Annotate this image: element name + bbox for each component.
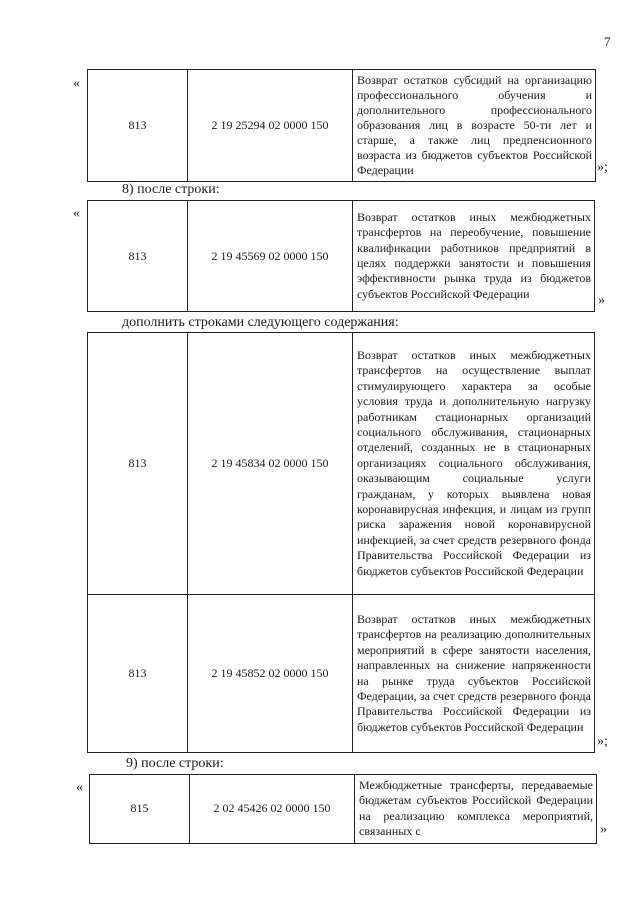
table-row [88, 595, 595, 753]
description-cell: Возврат остатков субсидий на организацию профессионального обучения и дополнительного профессионального образования лиц в возрасте 50-ти лет и старше, а также лиц предпенсионного возраста из бюджетов субъектов Российской Федерации [353, 70, 596, 182]
close-quote: »; [597, 160, 608, 175]
section-9-intro: 9) после строки: [126, 756, 224, 771]
table-row [90, 775, 597, 844]
classification-code-cell: 2 19 25294 02 0000 150 [188, 70, 353, 182]
table-block-2 [87, 200, 595, 312]
table-block-1 [87, 69, 596, 182]
budget-code-cell: 815 [90, 775, 190, 844]
open-quote: « [73, 76, 80, 91]
budget-code-cell: 813 [88, 595, 188, 753]
close-quote: » [600, 822, 607, 837]
budget-code-cell: 813 [88, 201, 188, 312]
classification-code-cell: 2 19 45852 02 0000 150 [188, 595, 353, 753]
description-cell: Межбюджетные трансферты, передаваемые бюджетам субъектов Российской Федерации на реализацию комплекса мероприятий, связанных с [355, 775, 597, 844]
table-block-3 [87, 332, 595, 753]
description-cell: Возврат остатков иных межбюджетных трансфертов на переобучение, повышение квалификации работников предприятий в целях поддержки занятости и повышения эффективности рынка труда из бюджетов субъектов Российской Федерации [353, 201, 595, 312]
close-quote: » [598, 293, 605, 308]
page-number: 7 [604, 34, 611, 49]
classification-code-cell: 2 19 45569 02 0000 150 [188, 201, 353, 312]
description-cell: Возврат остатков иных межбюджетных трансфертов на реализацию дополнительных мероприятий в сфере занятости населения, направленных на снижение напряженности на рынке труда субъектов Российской Федерации, за счет средств резервного фонда Правительства Российской Федерации из бюджетов субъектов Российской Федерации [353, 595, 595, 753]
close-quote: »; [597, 734, 608, 749]
table-row [88, 333, 595, 595]
section-8-intro: 8) после строки: [122, 182, 220, 197]
table-row [88, 70, 596, 182]
section-8-addition: дополнить строками следующего содержания: [122, 315, 399, 330]
open-quote: « [73, 206, 80, 221]
table-row [88, 201, 595, 312]
description-cell: Возврат остатков иных межбюджетных трансфертов на осуществление выплат стимулирующего характера за особые условия труда и дополнительную нагрузку работникам стационарных организаций социального обслуживания, стационарных отделений, созданных не в стационарных организациях социального обслуживания, оказывающим социальные услуги гражданам, у которых выявлена новая коронавирусная инфекция, и лицам из групп риска заражения новой коронавирусной инфекцией, за счет средств резервного фонда Правительства Российской Федерации из бюджетов субъектов Российской Федерации [353, 333, 595, 595]
budget-code-cell: 813 [88, 333, 188, 595]
table-block-4 [89, 774, 597, 844]
budget-code-cell: 813 [88, 70, 188, 182]
classification-code-cell: 2 02 45426 02 0000 150 [190, 775, 355, 844]
open-quote: « [76, 780, 83, 795]
classification-code-cell: 2 19 45834 02 0000 150 [188, 333, 353, 595]
